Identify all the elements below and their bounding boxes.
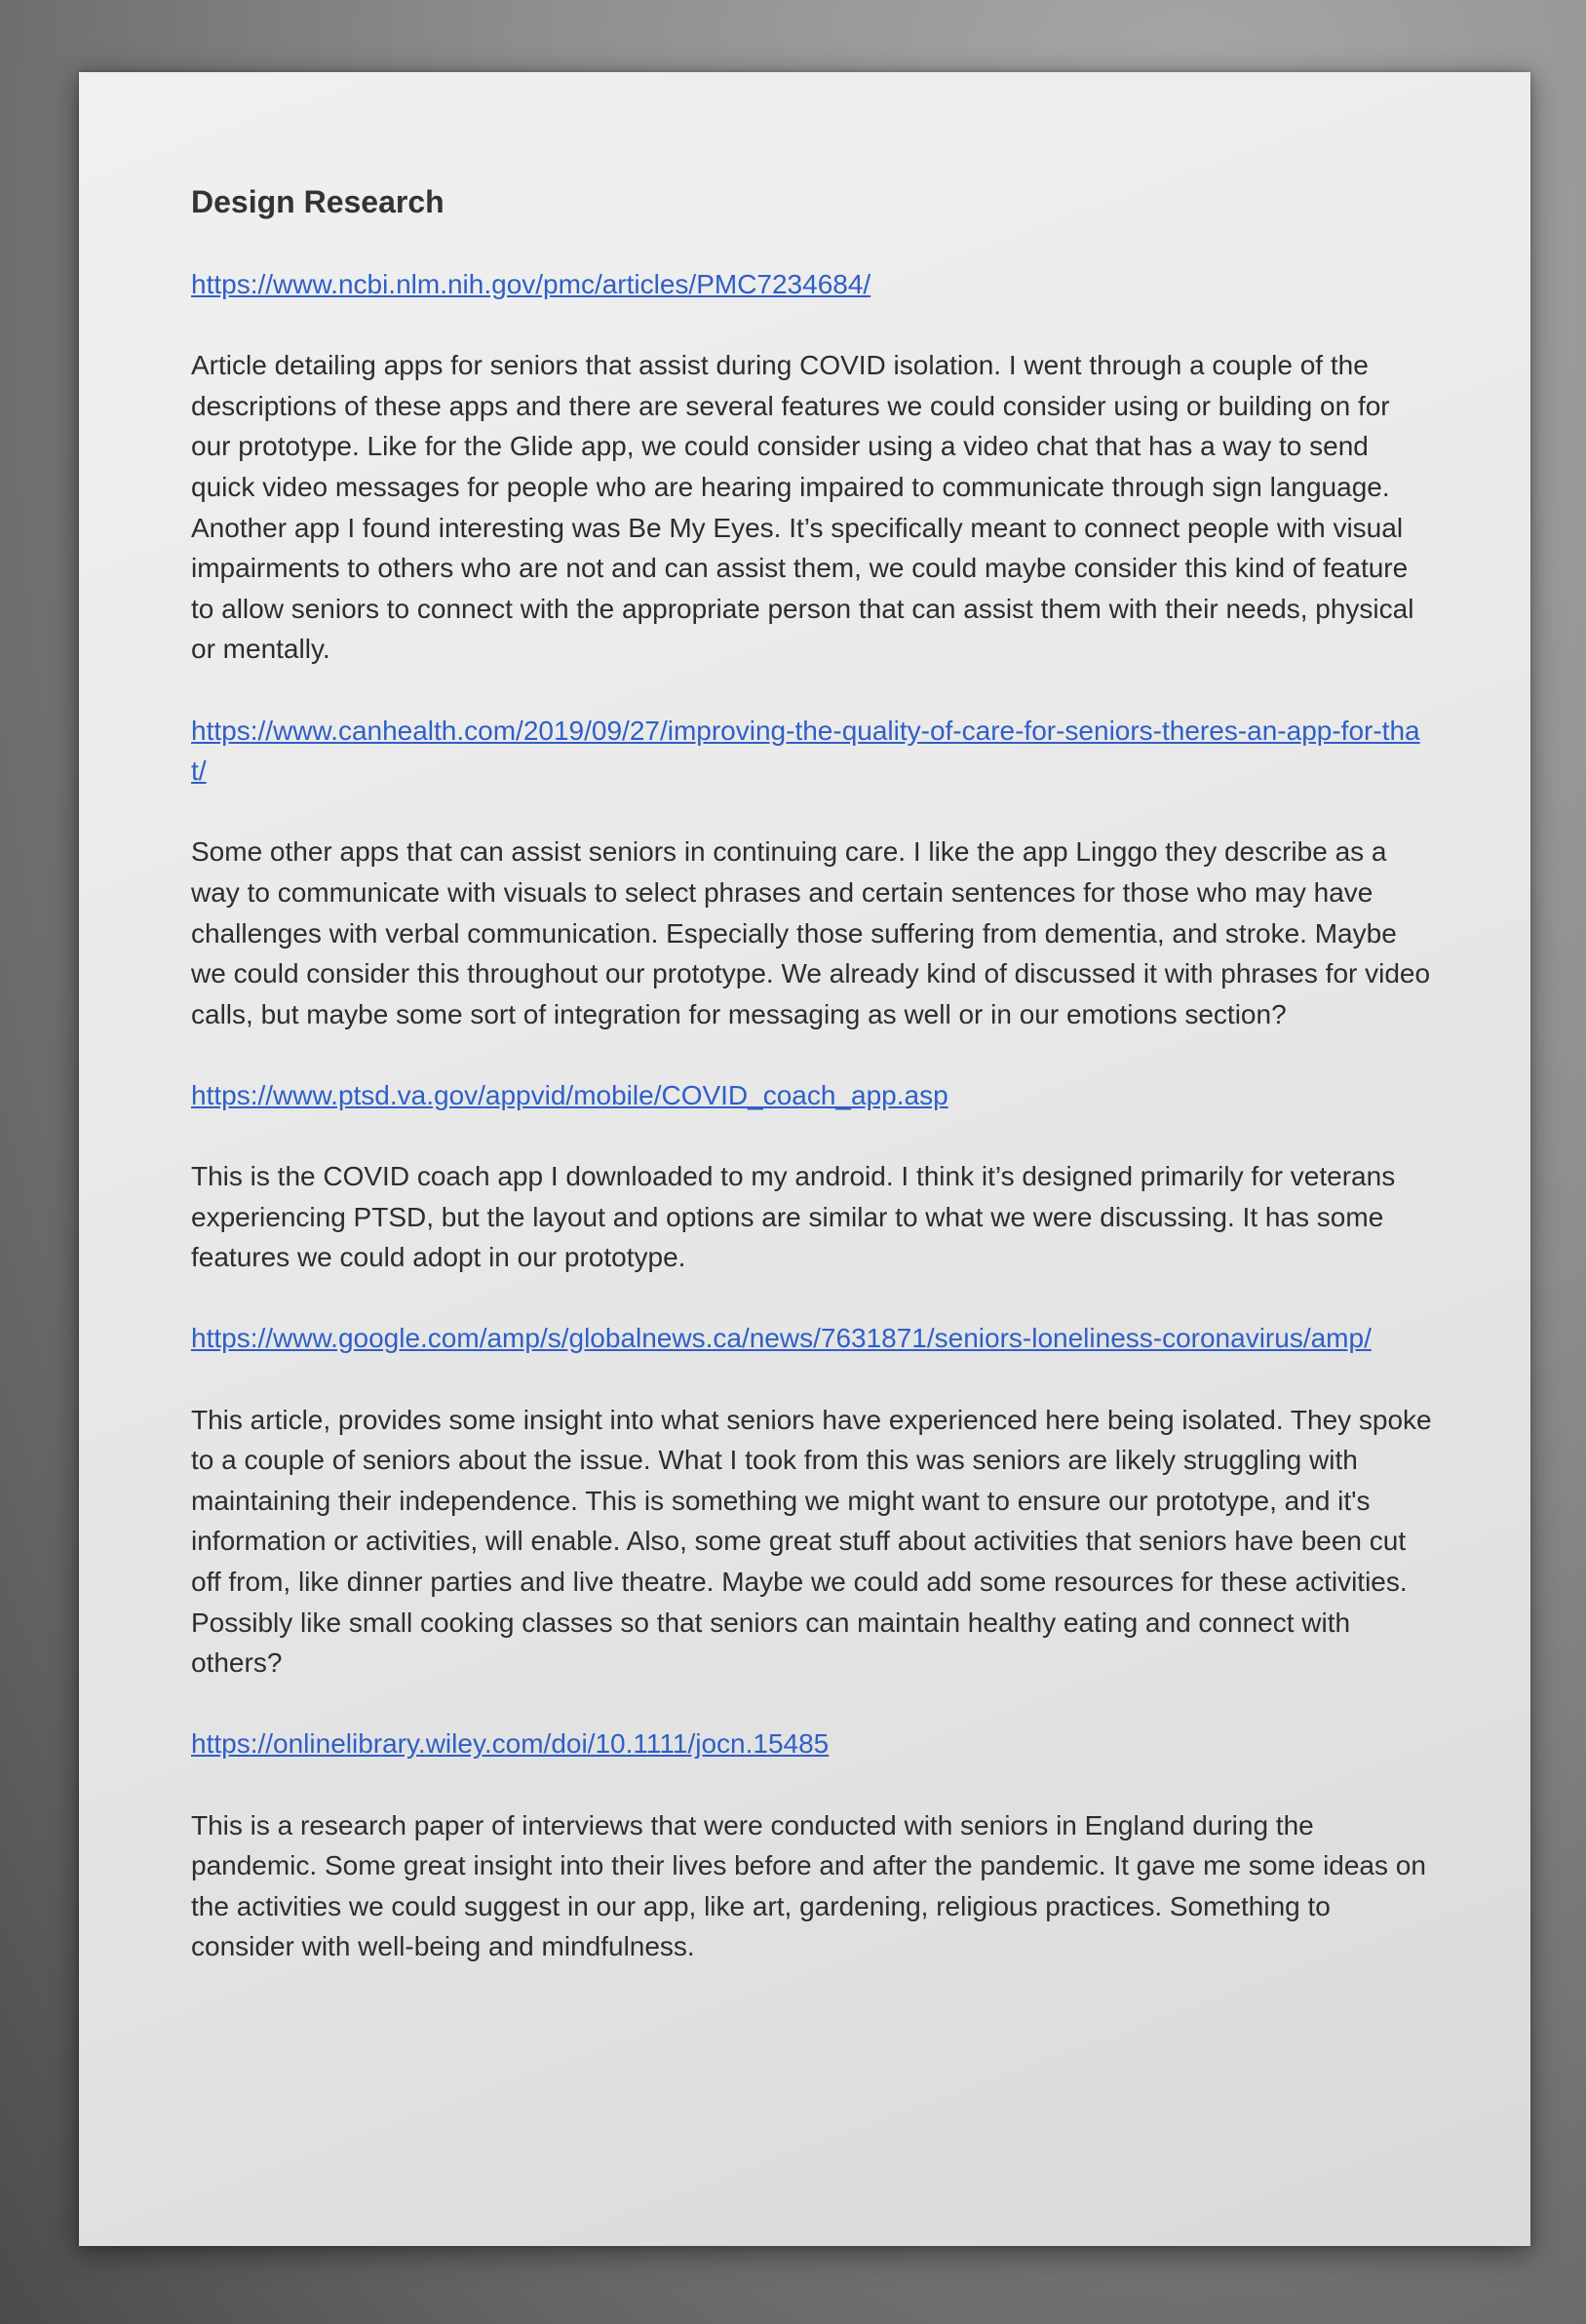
paragraph-wiley-summary: This is a research paper of interviews that were conducted with seniors in England during the pandemic. Some great insight into their lives before and after the pandemic. It gave me some ideas on the activities we could suggest in our app, like art, gardening, religious practices. Something to consider with well-being and mindfulness.: [191, 1809, 1426, 1962]
paragraph-covid-coach-summary: This is the COVID coach app I downloaded to my android. I think it’s designed primarily for veterans experiencing PTSD, but the layout and options are similar to what we were discussing. It has some features we could adopt in our prototype.: [191, 1161, 1396, 1273]
paragraph-canhealth-summary: Some other apps that can assist seniors in continuing care. I like the app Linggo they describe as a way to communicate with visuals to select phrases and certain sentences for those who may have challenges with verbal communication. Especially those suffering from dementia, and stroke. Maybe we could consider this throughout our prototype. We already kind of discussed it with phrases for video calls, but maybe some sort of integration for messaging as well or in our emotions section?: [191, 836, 1431, 1029]
source-link-globalnews[interactable]: https://www.google.com/amp/s/globalnews.ca/news/7631871/seniors-loneliness-coronavirus/amp/: [191, 1323, 1372, 1354]
document-content: [191, 181, 1434, 2008]
document-title: Design Research: [191, 184, 445, 219]
source-link-ncbi[interactable]: https://www.ncbi.nlm.nih.gov/pmc/articles/PMC7234684/: [191, 269, 871, 299]
source-link-wiley[interactable]: https://onlinelibrary.wiley.com/doi/10.1111/jocn.15485: [191, 1728, 830, 1760]
source-link-canhealth[interactable]: https://www.canhealth.com/2019/09/27/improving-the-quality-of-care-for-seniors-theres-an-app-for-that/: [191, 715, 1420, 787]
document-page: [79, 72, 1530, 2246]
paragraph-ncbi-summary: Article detailing apps for seniors that assist during COVID isolation. I went through a couple of the descriptions of these apps and there are several features we could consider using or building on for our prototype. Like for the Glide app, we could consider using a video chat that has a way to send quick video messages for people who are hearing impaired to communicate through sign language. Another app I found interesting was Be My Eyes. It’s specifically meant to connect people with visual impairments to others who are not and can assist them, we could maybe consider this kind of feature to allow seniors to connect with the appropriate person that can assist them with their needs, physical or mentally.: [191, 350, 1414, 665]
paragraph-globalnews-summary: This article, provides some insight into what seniors have experienced here being isolated. They spoke to a couple of seniors about the issue. What I took from this was seniors are likely struggling with maintaining their independence. This is something we might want to ensure our prototype, and it's information or activities, will enable. Also, some great stuff about activities that seniors have been cut off from, like dinner parties and live theatre. Maybe we could add some resources for these activities. Possibly like small cooking classes so that seniors can maintain healthy eating and connect with others?: [191, 1404, 1432, 1679]
source-link-ptsd-va[interactable]: https://www.ptsd.va.gov/appvid/mobile/COVID_coach_app.asp: [191, 1079, 948, 1110]
